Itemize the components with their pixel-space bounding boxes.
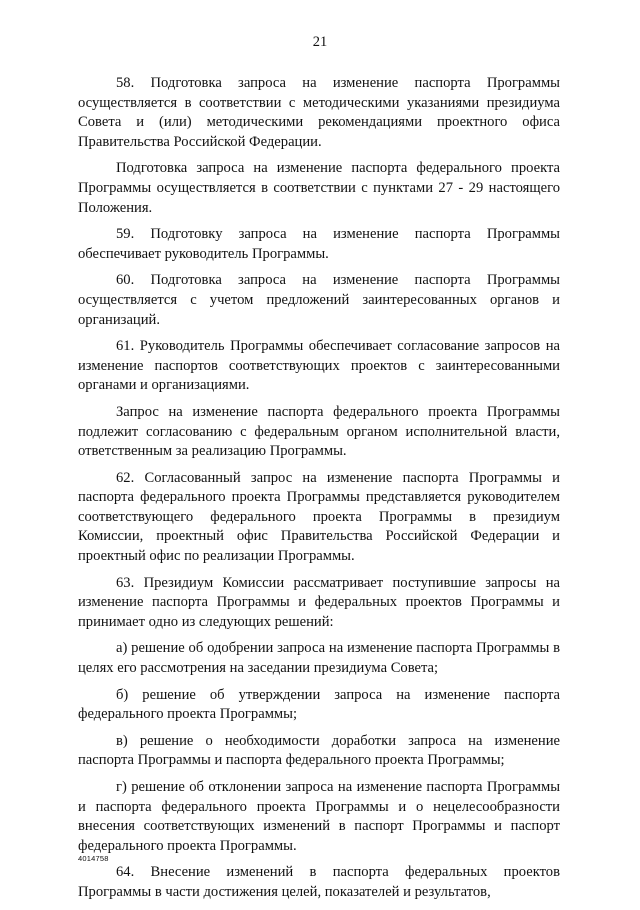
paragraph-63-item-v: в) решение о необходимости доработки запроса на изменение паспорта Программы и паспорта федерального проекта Программы; xyxy=(78,732,560,769)
paragraph-61: 61. Руководитель Программы обеспечивает согласование запросов на изменение паспортов соответствующих проектов с заинтересованными органами и организациями. xyxy=(78,338,560,394)
paragraph-64: 64. Внесение изменений в паспорта федеральных проектов Программы в части достижения целей, показателей и результатов, xyxy=(78,864,560,900)
document-id: 4014758 xyxy=(78,854,109,863)
page-number: 21 xyxy=(312,34,328,50)
paragraph-63-item-b: б) решение об утверждении запроса на изменение паспорта федерального проекта Программы; xyxy=(78,686,560,723)
paragraph-59: 59. Подготовку запроса на изменение паспорта Программы обеспечивает руководитель Программы. xyxy=(78,226,560,262)
paragraph-63: 63. Президиум Комиссии рассматривает поступившие запросы на изменение паспорта Программы и федеральных проектов Программы и принимает одно из следующих решений: xyxy=(78,574,560,630)
paragraph-63-item-g: г) решение об отклонении запроса на изменение паспорта Программы и паспорта федерального проекта Программы и о нецелесообразности внесения соответствующих изменений в паспорт Программы и паспорт федерального проекта Программы. xyxy=(78,779,560,854)
document-body xyxy=(78,74,560,910)
paragraph-63-item-a: а) решение об одобрении запроса на изменение паспорта Программы в целях его рассмотрения на заседании президиума Совета; xyxy=(78,640,560,677)
paragraph-58: 58. Подготовка запроса на изменение паспорта Программы осуществляется в соответствии с методическими указаниями президиума Совета и (или) методическими рекомендациями проектного офиса Правительства Российской Федерации. xyxy=(78,75,560,150)
paragraph-62: 62. Согласованный запрос на изменение паспорта Программы и паспорта федерального проекта Программы представляется руководителем соответствующего федерального проекта Программы в президиум Комиссии, проектный офис Правительства Российской Федерации и проектный офис по реализации Программы. xyxy=(78,469,560,565)
paragraph-58-continued: Подготовка запроса на изменение паспорта федерального проекта Программы осуществляется в соответствии с пунктами 27 - 29 настоящего Положения. xyxy=(78,160,560,216)
paragraph-61-continued: Запрос на изменение паспорта федерального проекта Программы подлежит согласованию с федеральным органом исполнительной власти, ответственным за реализацию Программы. xyxy=(78,403,560,460)
paragraph-60: 60. Подготовка запроса на изменение паспорта Программы осуществляется с учетом предложений заинтересованных органов и организаций. xyxy=(78,272,560,328)
